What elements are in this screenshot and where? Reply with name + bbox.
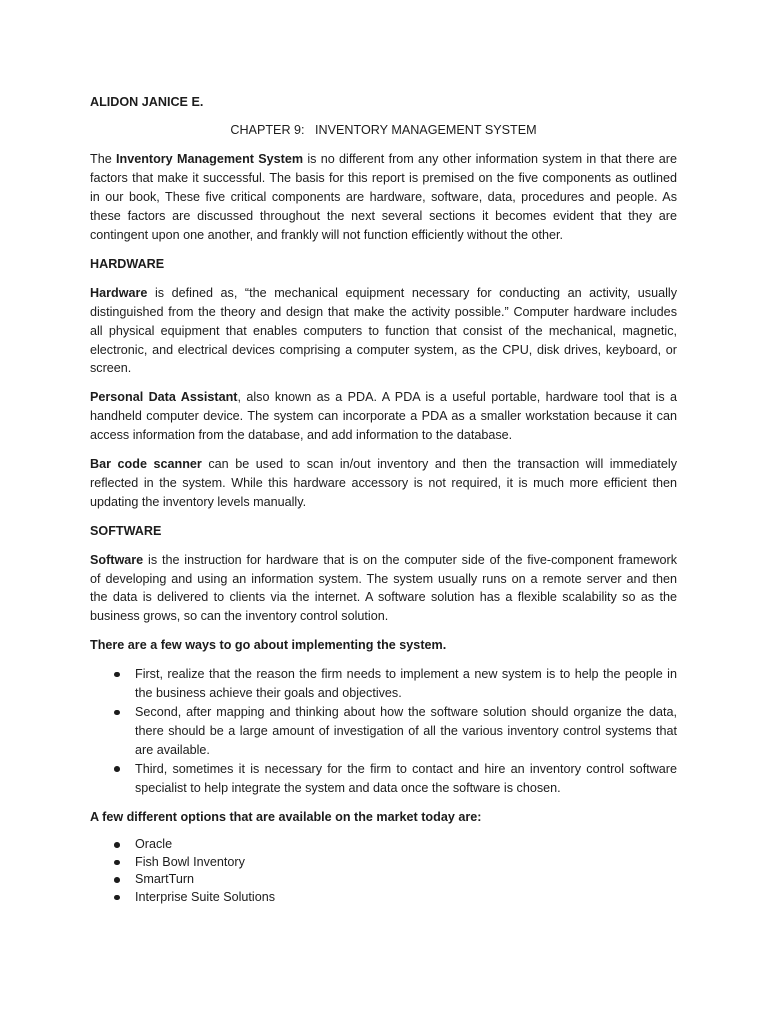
list-item-line: Second, after mapping and thinking about how the software solution should organize the data, (135, 705, 677, 720)
list-item-line: Oracle (135, 837, 173, 852)
list-item-line: Interprise Suite Solutions (135, 889, 276, 904)
list-item-line: the business achieve their goals and objectives. (135, 686, 402, 701)
paragraph (90, 284, 677, 379)
bold-term: Hardware (90, 285, 148, 300)
list-item-line: SmartTurn (135, 872, 195, 887)
text-line (90, 226, 677, 245)
chapter-title: CHAPTER 9: INVENTORY MANAGEMENT SYSTEM (230, 123, 537, 138)
list-item-line: there should be a large amount of investigation of all the various inventory control systems that (135, 723, 677, 738)
text-line (90, 570, 677, 589)
list-item-line: First, realize that the reason the firm needs to implement a new system is to help the people in (135, 667, 677, 682)
list-item (135, 836, 677, 853)
bold-intro-line: A few different options that are available on the market today are: (90, 809, 482, 824)
document-body (90, 150, 677, 906)
bold-term: Personal Data Assistant (90, 390, 238, 405)
text-line (90, 551, 677, 570)
text-line (90, 407, 677, 426)
text-run: these factors are discussed throughout the next several sections it becomes evident that they are (90, 209, 677, 224)
text-line (90, 207, 677, 226)
text-run: is the instruction for hardware that is on the computer side of the five-component framework (143, 552, 677, 567)
text-line (90, 455, 677, 474)
text-run: contingent upon one another, and frankly will not function efficiently without the other. (90, 227, 564, 242)
text-line (90, 284, 677, 303)
text-line (90, 322, 677, 341)
text-run: can be used to scan in/out inventory and then the transaction will immediately (201, 457, 677, 472)
bullet-icon (114, 860, 120, 866)
text-run: distinguished from the theory and design that make the activity possible.” Computer hardware includes (90, 304, 677, 319)
text-line (90, 426, 677, 445)
text-run: in our book, These five critical components are hardware, software, data, procedures and people. As (90, 190, 677, 205)
section-heading: HARDWARE (90, 256, 165, 271)
text-run: the data is delivered to clients via the internet. A software solution has a flexible scalability so as the (90, 590, 677, 605)
bold-term: Inventory Management System (116, 152, 304, 167)
text-run: access information from the database, and add information to the database. (90, 428, 513, 443)
text-line (90, 607, 677, 626)
list-item (135, 703, 677, 760)
text-run: reflected in the system. While this hardware accessory is not required, it is much more efficient then (90, 475, 677, 490)
list-item-line: specialist to help integrate the system and data once the software is chosen. (135, 780, 561, 795)
bullet-icon (114, 672, 120, 678)
text-run: all physical equipment that enables computers to function that consist of the mechanical, magnetic, (90, 323, 677, 338)
section-heading: SOFTWARE (90, 523, 162, 538)
text-run: is defined as, “the mechanical equipment necessary for conducting an activity, usually (147, 285, 677, 300)
list-item (135, 889, 677, 906)
text-line (90, 341, 677, 360)
list-item-line: are available. (135, 742, 210, 757)
bullet-list (90, 665, 677, 797)
text-run: business grows, so can the inventory control solution. (90, 609, 389, 624)
paragraph (90, 388, 677, 445)
text-run: screen. (90, 361, 132, 376)
bullet-icon (114, 710, 120, 716)
bullet-icon (114, 895, 120, 901)
paragraph (90, 455, 677, 512)
bold-term: Bar code scanner (90, 457, 202, 472)
text-line (90, 303, 677, 322)
bullet-icon (114, 877, 120, 883)
list-item (135, 854, 677, 871)
author-name: ALIDON JANICE E. (90, 94, 204, 109)
text-line (90, 474, 677, 493)
text-run: of developing and using an information system. The system usually runs on a remote server and then (90, 571, 677, 586)
text-line (90, 388, 677, 407)
bullet-icon (114, 842, 120, 848)
text-line (90, 493, 677, 512)
text-line (90, 188, 677, 207)
text-line (90, 150, 677, 169)
bold-term: Software (90, 552, 144, 567)
text-run: updating the inventory levels manually. (90, 494, 307, 509)
text-run: The (90, 152, 116, 167)
list-item (135, 760, 677, 798)
paragraph (90, 551, 677, 627)
list-item (135, 871, 677, 888)
text-run: handheld computer device. The system can incorporate a PDA as a smaller workstation because it can (90, 409, 677, 424)
list-item-line: Fish Bowl Inventory (135, 854, 245, 869)
text-run: factors that make it successful. The basis for this report is premised on the five components as outlined (90, 171, 677, 186)
paragraph (90, 150, 677, 245)
text-run: , also known as a PDA. A PDA is a useful portable, hardware tool that is a (237, 390, 677, 405)
text-run: electronic, and electrical devices comprising a computer system, as the CPU, disk drives, keyboard, or (90, 342, 677, 357)
bullet-icon (114, 766, 120, 772)
text-line (90, 169, 677, 188)
bullet-list (90, 836, 677, 906)
text-line (90, 588, 677, 607)
text-line (90, 359, 677, 378)
bold-intro-line: There are a few ways to go about implementing the system. (90, 638, 447, 653)
text-run: is no different from any other information system in that there are (303, 152, 677, 167)
list-item (135, 665, 677, 703)
list-item-line: Third, sometimes it is necessary for the firm to contact and hire an inventory control software (135, 761, 677, 776)
